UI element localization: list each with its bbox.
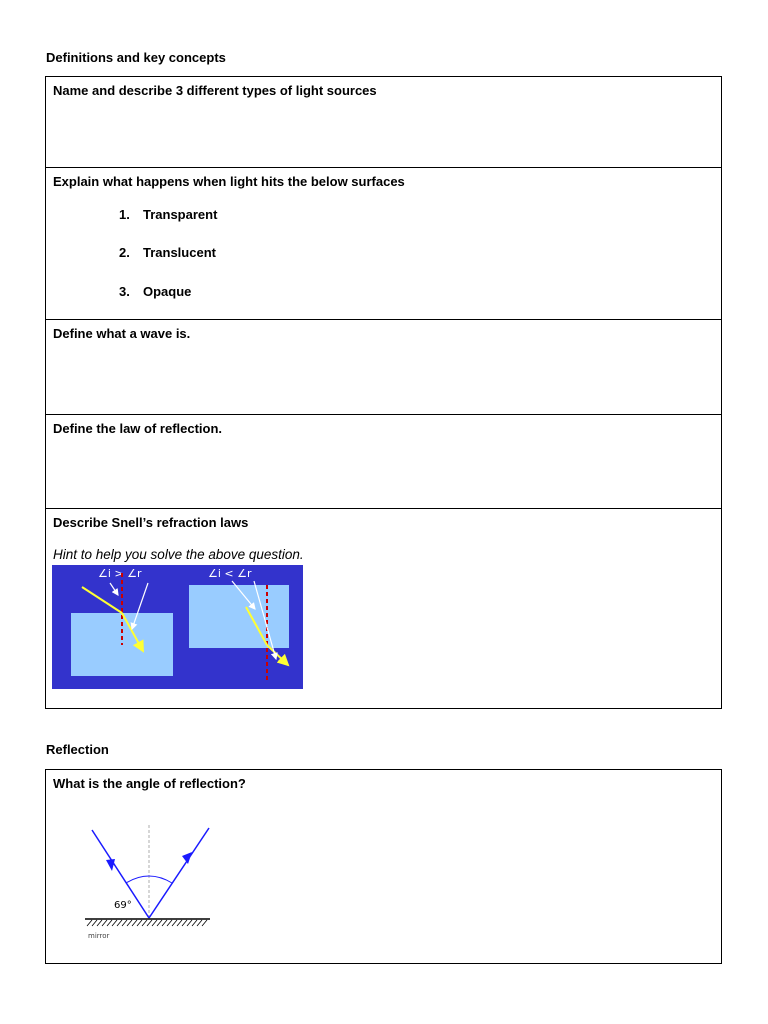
question-light-sources: Name and describe 3 different types of light sources: [53, 83, 377, 98]
reflection-table: [45, 769, 722, 964]
reflection-diagram: [82, 822, 217, 947]
list-label: Opaque: [143, 284, 192, 299]
question-surfaces: Explain what happens when light hits the below surfaces: [53, 174, 405, 189]
definitions-table: [45, 76, 722, 709]
list-label: Translucent: [143, 245, 216, 260]
hint-text: Hint to help you solve the above question.: [53, 547, 304, 562]
mirror-label: mirror: [88, 932, 110, 940]
question-snell: Describe Snell’s refraction laws: [53, 515, 249, 530]
row-surfaces: [46, 168, 721, 320]
mirror-hatching: [87, 920, 207, 926]
section-heading-definitions: Definitions and key concepts: [46, 50, 226, 65]
list-label: Transparent: [143, 207, 218, 222]
question-law-reflection: Define the law of reflection.: [53, 421, 223, 436]
label-right: ∠i < ∠r: [208, 567, 252, 580]
reflected-ray: [149, 828, 209, 918]
list-number: 3.: [119, 284, 130, 299]
question-wave: Define what a wave is.: [53, 326, 191, 341]
list-number: 1.: [119, 207, 130, 222]
row-angle-reflection: [46, 770, 721, 963]
label-left: ∠i > ∠r: [98, 567, 142, 580]
snell-refraction-diagram: [52, 565, 303, 689]
question-angle-reflection: What is the angle of reflection?: [53, 776, 246, 791]
reflected-arrow-icon: [182, 852, 192, 864]
angle-label: 69°: [114, 900, 132, 911]
row-wave: [46, 320, 721, 415]
list-number: 2.: [119, 245, 130, 260]
section-heading-reflection: Reflection: [46, 742, 109, 757]
row-snell: [46, 509, 721, 708]
row-law-reflection: [46, 415, 721, 509]
glass-block-right: [189, 585, 289, 648]
incident-arrow-icon: [106, 859, 115, 871]
row-light-sources: [46, 77, 721, 168]
